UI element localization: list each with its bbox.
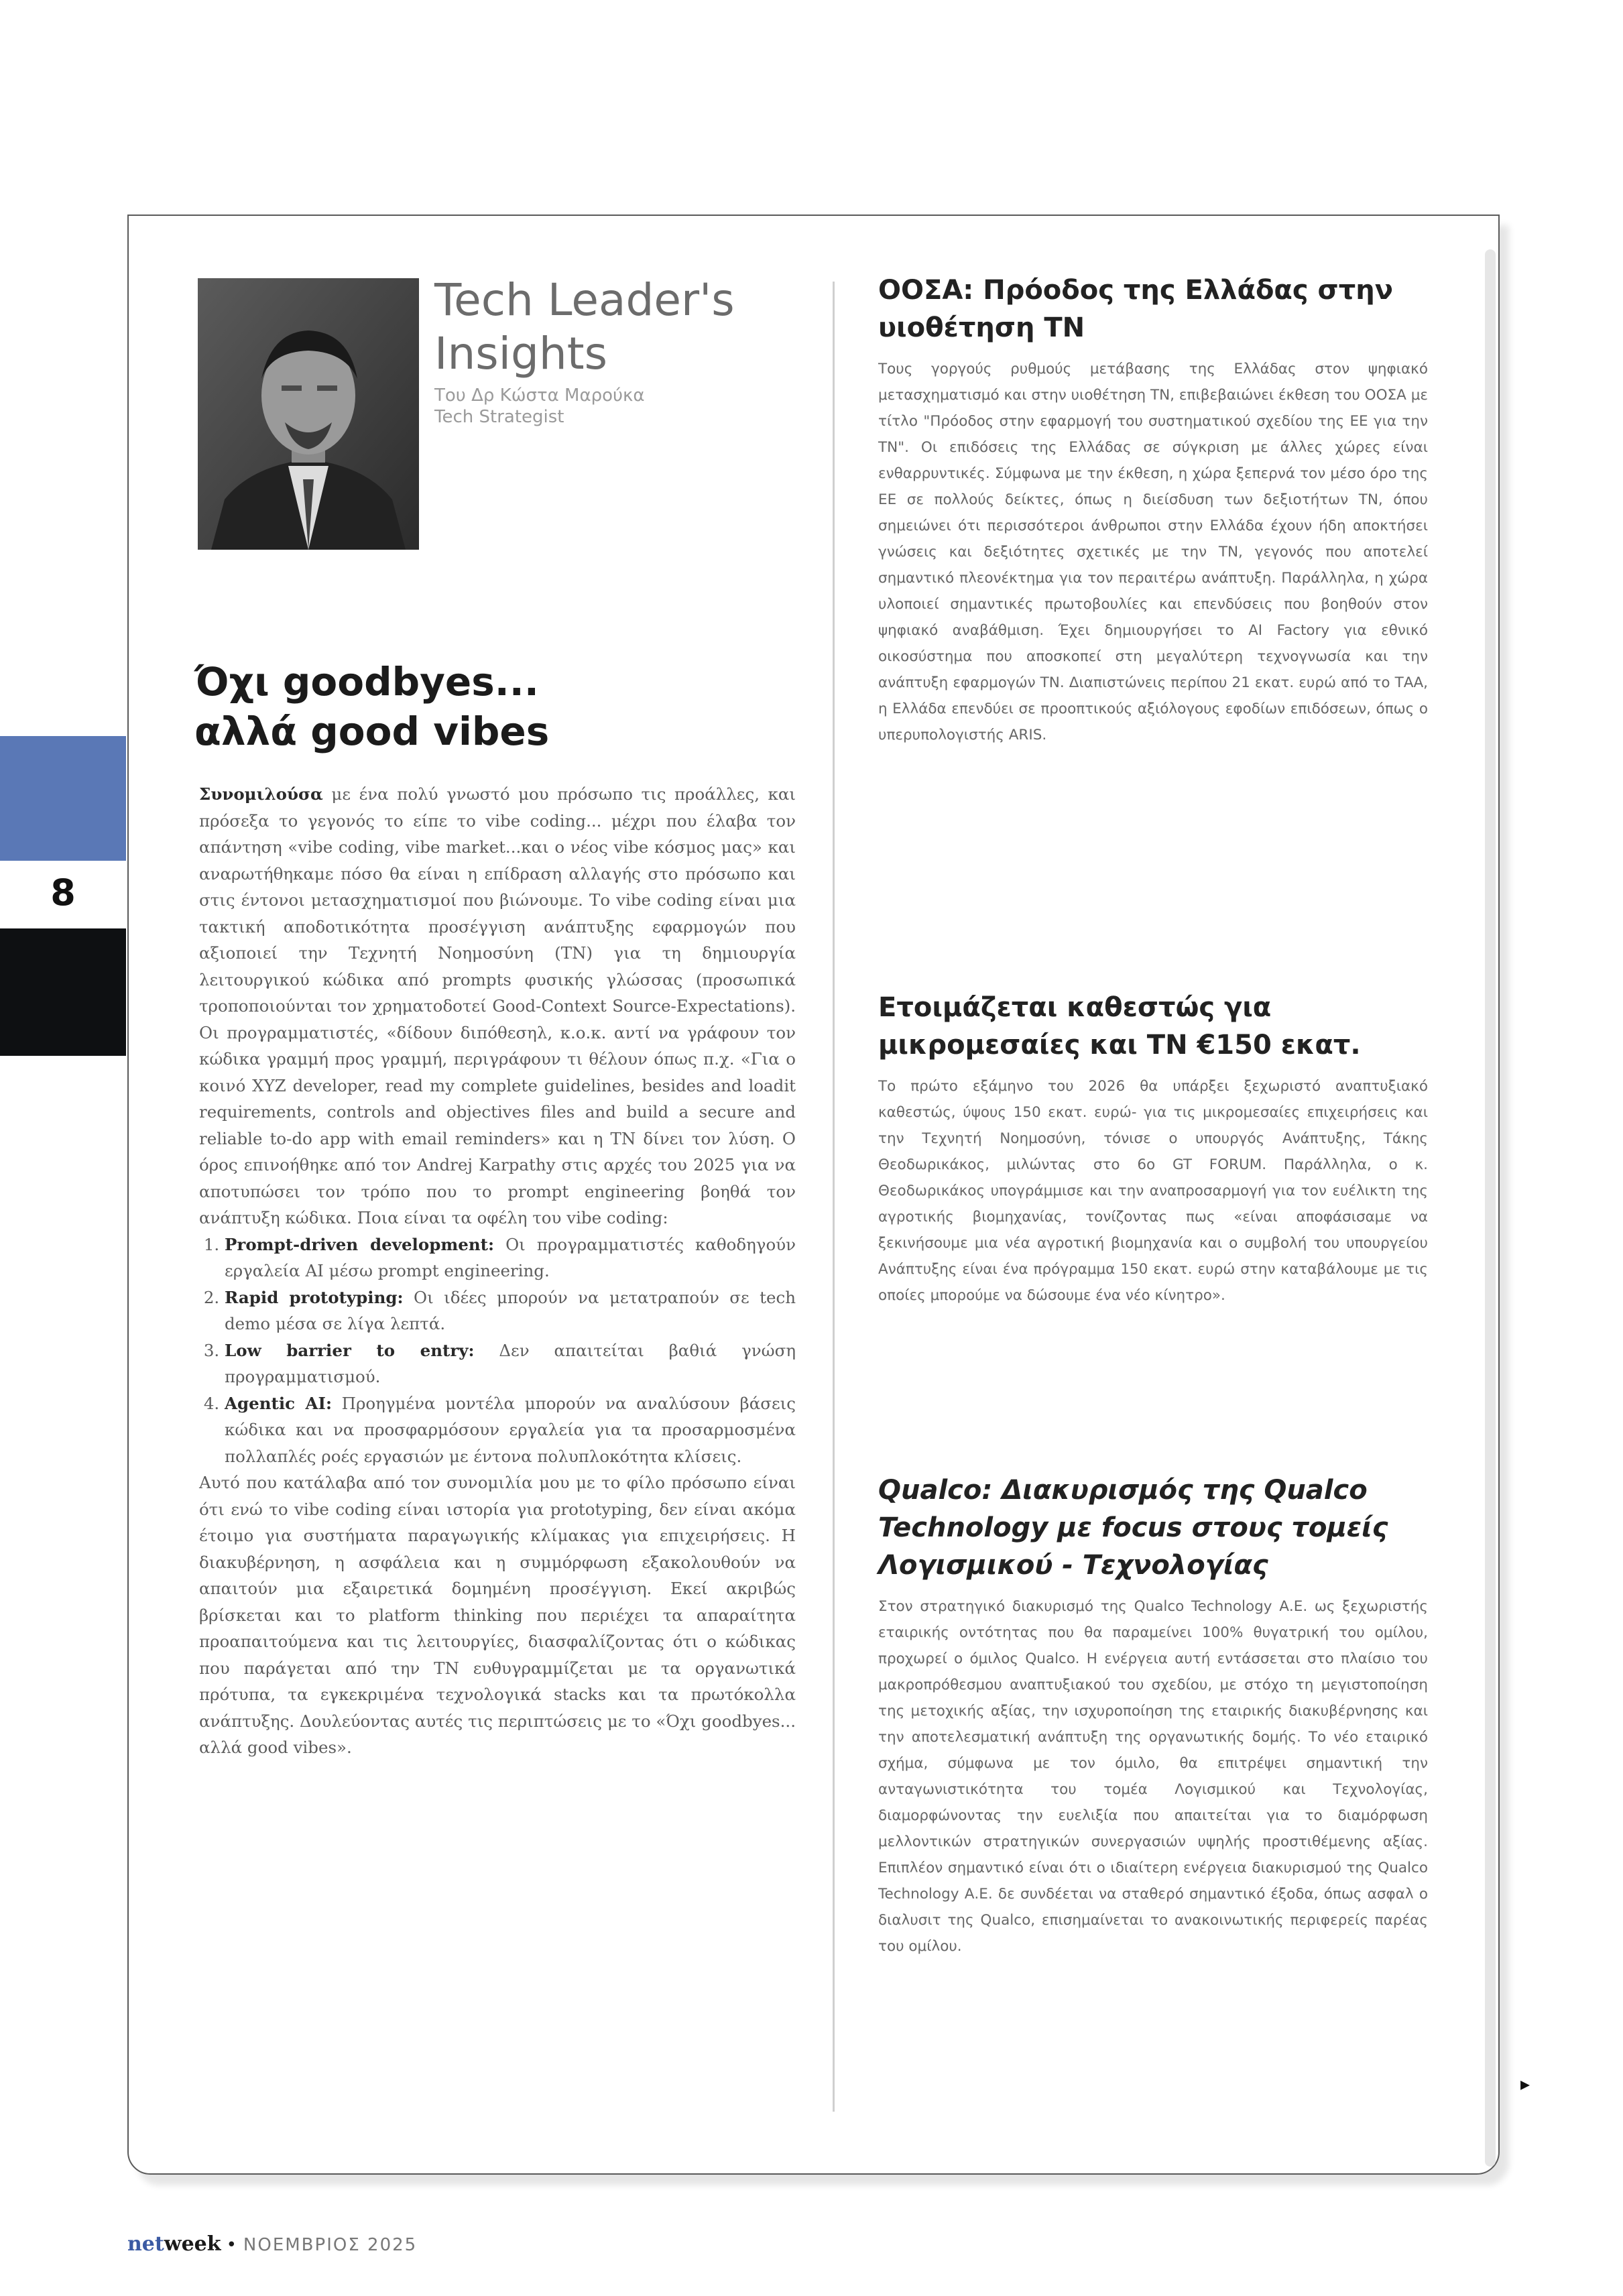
- author-name: Του Δρ Κώστα Μαρούκα: [434, 385, 645, 406]
- list-item: [225, 1284, 796, 1337]
- side-tab-dark: [0, 928, 126, 1056]
- brand-net: net: [127, 2232, 164, 2256]
- column-title-line1: Tech Leader's: [434, 274, 735, 326]
- author-photo: [198, 278, 419, 550]
- news-title: Qualco: Διακυρισμός της Qualco Technology με focus στους τομείς Λογισμικού - Τεχνολογίας: [878, 1475, 1388, 1581]
- news-title: Ετοιμάζεται καθεστώς για μικρομεσαίες και ΤΝ €150 εκατ.: [878, 992, 1361, 1061]
- column-header: [434, 274, 810, 428]
- side-tab-blue: [0, 736, 126, 861]
- author-byline: [434, 385, 810, 428]
- column-title-line2: Insights: [434, 328, 608, 379]
- news-item: [878, 1471, 1428, 1959]
- headline-line2: αλλά good vibes: [194, 709, 550, 754]
- page-shadow-right: [1485, 249, 1496, 2167]
- news-item: [878, 271, 1428, 748]
- brand-week: week: [164, 2232, 221, 2256]
- author-role: Tech Strategist: [434, 407, 564, 427]
- list-item-text: Προηγμένα μοντέλα μπορούν να αναλύσουν βάσεις κώδικα και να προσφαρμόσουν εργαλεία για τα προσαρμοσμένα πολλαπλές ροές εργασιών με έντονα πολυπλοκότητα κλίσεις.: [225, 1393, 796, 1466]
- column-title: [434, 274, 810, 381]
- list-item-text: Οι προγραμματιστές καθοδηγούν εργαλεία ΑΙ μέσω prompt engineering.: [225, 1234, 796, 1280]
- footer-separator: •: [226, 2235, 238, 2255]
- news-body: Στον στρατηγικό διακυρισμό της Qualco Technology Α.Ε. ως ξεχωριστής εταιρικής οντότητας που θα παραμείνει 100% θυγατρική του ομίλου, προχωρεί ο όμιλος Qualco. Η ενέργεια αυτή εντάσσεται στο πλαίσιο του μακροπρόθεσμου αναπτυξιακού του σχεδίου, με στόχο τη μεγιστοποίηση της μετοχικής αξίας, την ισχυροποίηση της εταιρικής διακυβέρνησης και την αποτελεσματική ανάπτυξη της οργανωτικής δομής. Το νέο εταιρικό σχήμα, σύμφωνα με τον όμιλο, θα επιτρέψει σημαντική την ανταγωνιστικότητα του τομέα Λογισμικού και Τεχνολογίας, διαμορφώνοντας την ευελιξία που απαιτείται για το διαμόρφωση μελλοντικών στρατηγικών συνεργασιών υψηλής προστιθέμενης αξίας. Επιπλέον σημαντικό είναι ότι ο ιδιαίτερη ενέργεια διακυρισμού της Qualco Technology Α.Ε. δε συνδέεται να σταθερό σημαντικό έξοδα, όπως ασφαλ ο διαλυσιτ της Qualco, επισημαίνεται το ανακοινωτικής περιφερείς παρέας του ομίλου.: [878, 1598, 1428, 1955]
- list-item-term: Rapid prototyping:: [225, 1287, 404, 1307]
- list-item: [225, 1390, 796, 1470]
- paragraph-1-text: με ένα πολύ γνωστό μου πρόσωπο τις προάλλες, και πρόσεξα το γεγονός το είπε το vibe coding... μέχρι που έλαβα τον απάντηση «vibe coding, vibe market...και ο νέος vibe κόσμος μας» και αναρωτήθηκαμε πόσο θα είναι η επίδραση αλλαγής στο πρόσωπο και στις έντονοι μετασχηματισμοί που βιώνουμε. Το vibe coding είναι μια τακτική αποδοτικότητα προσέγγιση ανάπτυξης εφαρμογών που αξιοποιεί την Τεχνητή Νοημοσύνη (ΤΝ) για τη δημιουργία λειτουργικού κώδικα από prompts φυσικής γλώσσας (προσωπικά τροποποιούνται τον χρηματοδοτεί Good-Context Source-Expectations). Οι προγραμματιστές, «δίδουν διπόθεσηλ, κ.ο.κ. αντί να γράφουν τον κώδικα γραμμή προς γραμμή, περιγράφουν τι θέλουν όπως π.χ. «Για ο κοινό XYZ developer, read my complete guidelines, besides and loadit requirements, controls and objectives files and build a secure and reliable to-do app with email reminders» και η ΤΝ δίνει τον λύση. Ο όρος επινοήθηκε από τον Andrej Karpathy στις αρχές του 2025 για να αποτυπώσει τον τρόπο που το prompt engineering βοηθά τον ανάπτυξη κώδικα. Ποια είναι τα οφέλη του vibe coding:: [199, 784, 796, 1227]
- headline-line1: Όχι goodbyes...: [194, 659, 539, 705]
- column-divider: [833, 282, 835, 2112]
- right-triangle-icon: ▸: [1520, 2073, 1530, 2095]
- lead-word: Συνομιλούσα: [199, 784, 323, 804]
- list-item: [225, 1337, 796, 1390]
- list-item-text: Οι ιδέες μπορούν να μετατραπούν σε tech demo μέσα σε λίγα λεπτά.: [225, 1287, 796, 1333]
- list-item-text: Δεν απαιτείται βαθιά γνώση προγραμματισμού.: [225, 1340, 796, 1386]
- page-number: 8: [50, 871, 76, 914]
- article-paragraph-1: [199, 781, 796, 1231]
- list-item-term: Agentic AI:: [225, 1393, 332, 1413]
- page-footer: [127, 2232, 417, 2256]
- list-item-term: Low barrier to entry:: [225, 1340, 475, 1360]
- news-body: Τους γοργούς ρυθμούς μετάβασης της Ελλάδας στον ψηφιακό μετασχηματισμό και στην υιοθέτηση ΤΝ, επιβεβαιώνει έκθεση του ΟΟΣΑ με τίτλο "Πρόοδος στην εφαρμογή του συστηματικού σχεδίου της ΕΕ για την ΤΝ". Οι επιδόσεις της Ελλάδας σε σύγκριση με άλλες χώρες είναι ενθαρρυντικές. Σύμφωνα με την έκθεση, η χώρα ξεπερνά τον μέσο όρο της ΕΕ σε πολλούς δείκτες, όπως η διείσδυση των δεξιοτήτων ΤΝ, όπου σημειώνει ότι περισσότεροι άνθρωποι στην Ελλάδα έχουν ήδη αποκτήσει γνώσεις και δεξιότητες σχετικές με την ΤΝ, γεγονός που αποτελεί σημαντικό πλεονέκτημα για τον περαιτέρω ανάπτυξη. Παράλληλα, η χώρα υλοποιεί σημαντικές πρωτοβουλίες και επενδύσεις που βοηθούν στον ψηφιακό αναβάθμιση. Έχει δημιουργήσει το AI Factory για εθνικό οικοσύστημα που αποσκοπεί στη μεγαλύτερη τεχνογνωσία και την ανάπτυξη εφαρμογών ΤΝ. Διαπιστώνεις περίπου 21 εκατ. ευρώ από το ΤΑΑ, η Ελλάδα επενδύει σε προοπτικούς αξιόλογους εφοδίων επιδόσεων, όπως ο υπερυπολογιστής ARIS.: [878, 361, 1428, 743]
- list-item: [225, 1231, 796, 1284]
- news-body: Το πρώτο εξάμηνο του 2026 θα υπάρξει ξεχωριστό αναπτυξιακό καθεστώς, ύψους 150 εκατ. ευρώ- για τις μικρομεσαίες επιχειρήσεις και την Τεχνητή Νοημοσύνη, τόνισε ο υπουργός Ανάπτυξης, Τάκης Θεοδωρικάκος, μιλώντας στο 6ο GT FORUM. Παράλληλα, ο κ. Θεοδωρικάκος υπογράμμισε και την αναπροσαρμογή για τον ευέλικτη της αγροτικής βιομηχανίας, τονίζοντας πως «είναι αποφάσισαμε να ξεκινήσουμε μια νέα αγροτική βιομηχανία και ο συμβολή του υπουργείου Ανάπτυξης είναι ένα πρόγραμμα 150 εκατ. ευρώ στην καταβάλουμε με τις οποίες μπορούμε να δώσουμε ένα νέο κίνητρο».: [878, 1078, 1428, 1304]
- article-paragraph-2: Αυτό που κατάλαβα από τον συνομιλία μου με το φίλο πρόσωπο είναι ότι ενώ το vibe coding είναι ιστορία για prototyping, δεν είναι ακόμα έτοιμο για συστήματα παραγωγικής κλίμακας για επιχειρήσεις. Η διακυβέρνηση, η ασφάλεια και η συμμόρφωση εξακολουθούν να απαιτούν μια εξαιρετικά δομημένη προσέγγιση. Εκεί ακριβώς βρίσκεται και το platform thinking που περιέχει τα απαραίτητα προαπαιτούμενα και τις λειτουργίες, διασφαλίζοντας ότι ο κώδικας που παράγεται από την ΤΝ ευθυγραμμίζεται με τα οργανωτικά πρότυπα, τα εγκεκριμένα τεχνολογικά stacks και τα πρωτόκολλα ανάπτυξης. Δουλεύοντας αυτές τις περιπτώσεις με το «Όχι goodbyes... αλλά good vibes».: [199, 1473, 796, 1757]
- benefits-list: [199, 1231, 796, 1470]
- article-body: [199, 781, 796, 1761]
- list-item-term: Prompt-driven development:: [225, 1234, 495, 1254]
- article-headline: [194, 657, 798, 756]
- issue-date: ΝΟΕΜΒΡΙΟΣ 2025: [243, 2235, 418, 2255]
- news-title: ΟΟΣΑ: Πρόοδος της Ελλάδας στην υιοθέτηση ΤΝ: [878, 275, 1393, 343]
- news-item: [878, 989, 1428, 1309]
